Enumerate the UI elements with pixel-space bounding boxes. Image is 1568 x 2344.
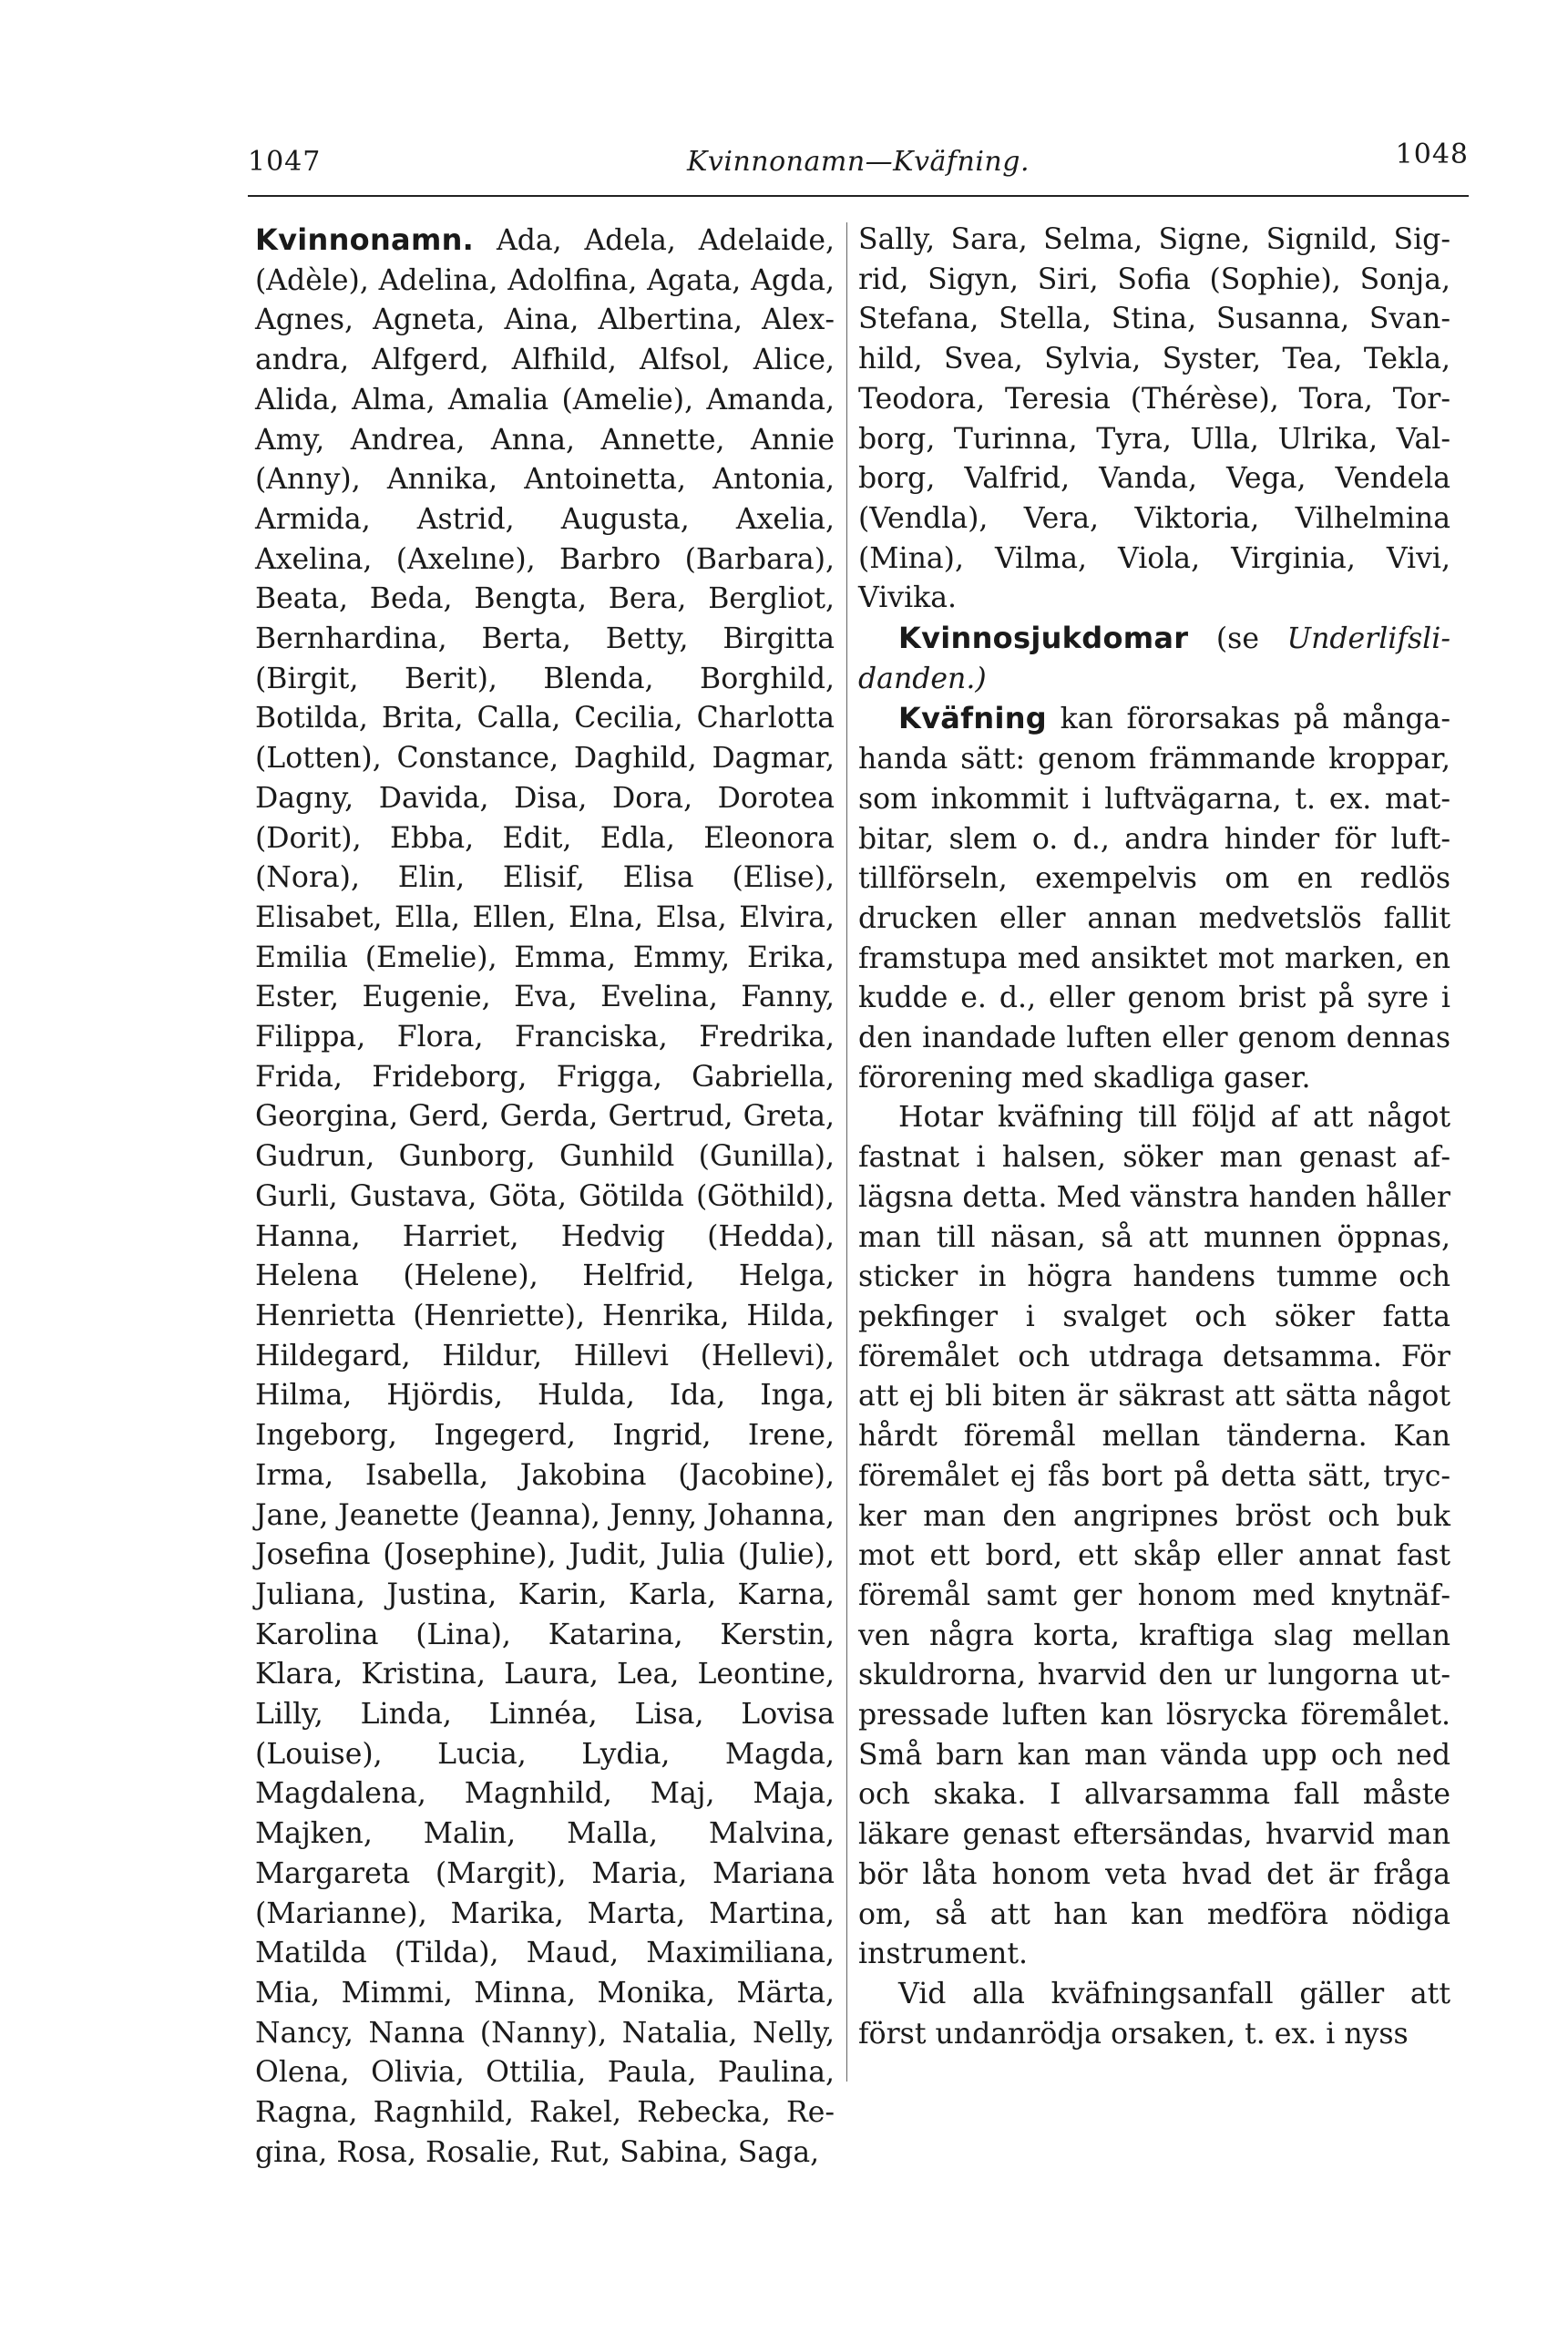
column-divider	[846, 222, 847, 2082]
entry-kvinnosjukdomar	[858, 619, 1450, 699]
running-title: Kvinnonamn—Kväfning.	[687, 146, 1030, 178]
right-column	[858, 221, 1450, 2054]
cross-reference: Underlifslidanden.)	[858, 622, 1450, 695]
header-rule	[248, 195, 1469, 197]
entry-kvinnonamn	[255, 221, 835, 2173]
entry-kvafning-text: kan förorsakas på mångahanda sätt: genom främmande kroppar, som inkommit i luftvägarna, t. ex. matbitar, slem o. d., andra hinder för lufttillförseln, exempelvis om en redlös drucken eller annan medvetslös fallit framstupa med ansiktet mot marken, en kudde e. d., eller genom brist på syre i den inandade luften eller genom dennas förorening med skadliga gaser.	[858, 703, 1450, 1095]
names-continued: Sally, Sara, Selma, Signe, Signild, Sigrid, Sigyn, Siri, Sofia (Sophie), Sonja, Stefana, Stella, Stina, Susanna, Svanhild, Svea, Sylvia, Syster, Tea, Tekla, Teodora, Teresia (Thérèse), Tora, Torborg, Turinna, Tyra, Ulla, Ulrika, Valborg, Valfrid, Vanda, Vega, Vendela (Vendla), Vera, Viktoria, Vilhelmina (Mina), Vilma, Viola, Virginia, Vivi, Vivika.	[858, 223, 1450, 615]
paragraph-kvafning-2: Hotar kväfning till följd af att något fastnat i halsen, söker man genast aflägsna detta. Med vänstra handen håller man till näsan, så att munnen öppnas, sticker in högra handens tumme och pekfinger i svalget och söker fatta föremålet och utdraga detsamma. För att ej bli biten är säkrast att sätta något hårdt föremål mellan tänderna. Kan föremålet ej fås bort på detta sätt, trycker man den angripnes bröst och buk mot ett bord, ett skåp eller annat fast föremål samt ger honom med knytnäfven några korta, kraftiga slag mellan skuldrorna, hvarvid den ur lungorna utpressade luften kan lösrycka föremålet. Små barn kan man vända upp och ned och skaka. I allvarsamma fall måste läkare genast eftersändas, hvarvid man bör låta honom veta hvad det är fråga om, så att han kan medföra nödiga instrument.	[858, 1101, 1450, 1971]
page-header	[248, 139, 1469, 191]
entry-kvafning	[858, 699, 1450, 1098]
paragraph-kvafning-3: Vid alla kväfningsanfall gäller att först undanrödja orsaken, t. ex. i nyss	[858, 1977, 1450, 2051]
entry-kvinnonamn-text: Ada, Adela, Adelaide, (Adèle), Adelina, Adolfina, Agata, Agda, Agnes, Agneta, Aina, Albertina, Alexandra, Alfgerd, Alfhild, Alfsol, Alice, Alida, Alma, Amalia (Amelie), Amanda, Amy, Andrea, Anna, Annette, Annie (Anny), Annika, Antoinetta, Antonia, Armida, Astrid, Augusta, Axelia, Axelina, (Axelıne), Barbro (Barbara), Beata, Beda, Bengta, Bera, Bergliot, Bernhardina, Berta, Betty, Birgitta (Birgit, Berit), Blenda, Borghild, Botilda, Brita, Calla, Cecilia, Charlotta (Lotten), Constance, Daghild, Dagmar, Dagny, Davida, Disa, Dora, Dorotea (Dorit), Ebba, Edit, Edla, Eleonora (Nora), Elin, Elisif, Elisa (Elise), Elisabet, Ella, Ellen, Elna, Elsa, Elvira, Emilia (Emelie), Emma, Emmy, Erika, Ester, Eugenie, Eva, Evelina, Fanny, Filippa, Flora, Franciska, Fredrika, Frida, Frideborg, Frigga, Gabriella, Georgina, Gerd, Gerda, Gertrud, Greta, Gudrun, Gunborg, Gunhild (Gunilla), Gurli, Gustava, Göta, Götilda (Göthild), Hanna, Harriet, Hedvig (Hedda), Helena (Helene), Helfrid, Helga, Henrietta (Henriette), Henrika, Hilda, Hildegard, Hildur, Hillevi (Hellevi), Hilma, Hjördis, Hulda, Ida, Inga, Ingeborg, Ingegerd, Ingrid, Irene, Irma, Isabella, Jakobina (Jacobine), Jane, Jeanette (Jeanna), Jenny, Johanna, Josefina (Josephine), Judit, Julia (Julie), Juliana, Justina, Karin, Karla, Karna, Karolina (Lina), Katarina, Kerstin, Klara, Kristina, Laura, Lea, Leontine, Lilly, Linda, Linnéa, Lisa, Lovisa (Louise), Lucia, Lydia, Magda, Magdalena, Magnhild, Maj, Maja, Majken, Malin, Malla, Malvina, Margareta (Margit), Maria, Mariana (Marianne), Marika, Marta, Martina, Matilda (Tilda), Maud, Maximiliana, Mia, Mimmi, Minna, Monika, Märta, Nancy, Nanna (Nanny), Natalia, Nelly, Olena, Olivia, Ottilia, Paula, Paulina, Ragna, Ragnhild, Rakel, Rebecka, Regina, Rosa, Rosalie, Rut, Sabina, Saga,	[255, 224, 835, 2169]
entry-kvinnosjukdomar-prefix: (se	[1188, 622, 1287, 656]
headword-kvinnosjukdomar: Kvinnosjukdomar	[898, 621, 1189, 656]
page-number-left: 1047	[248, 146, 322, 178]
page-number-right: 1048	[1395, 139, 1469, 170]
left-column	[255, 221, 835, 2173]
headword-kvinnonamn: Kvinnonamn.	[255, 222, 475, 257]
headword-kvafning: Kväfning	[898, 701, 1048, 736]
